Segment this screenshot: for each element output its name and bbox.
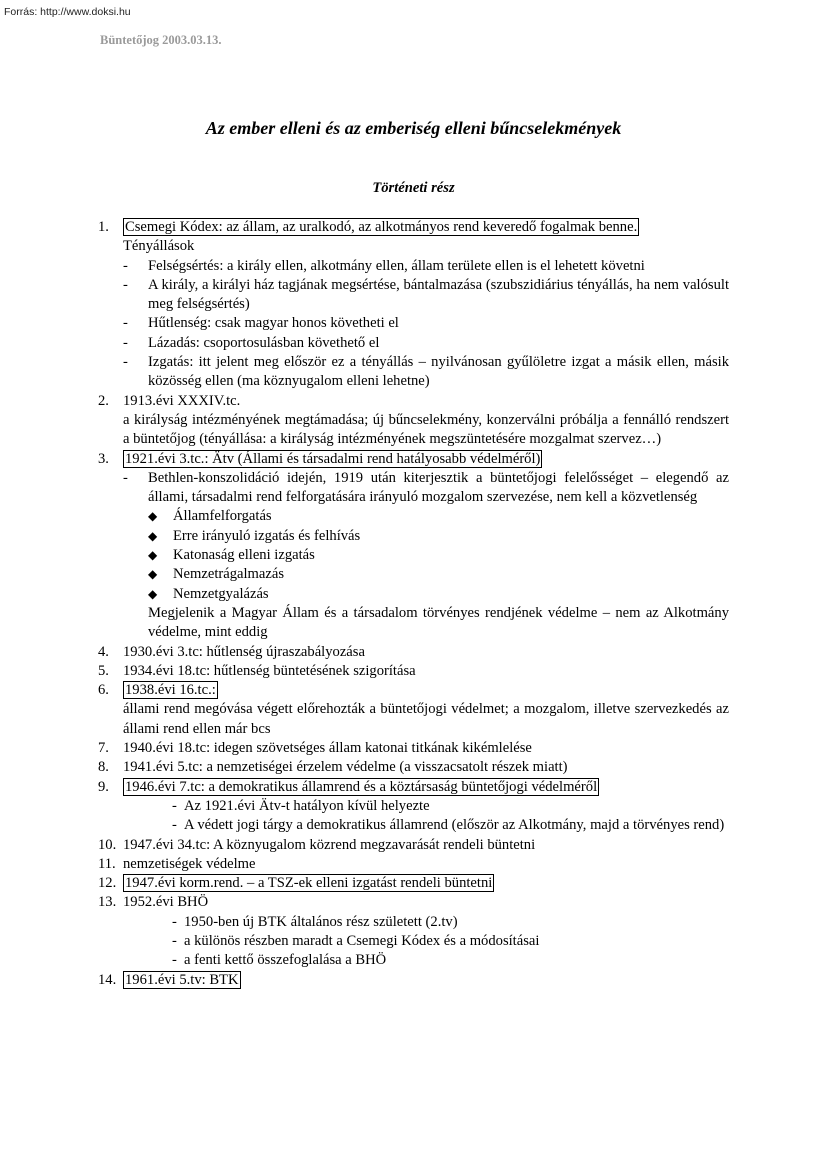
item-heading: 1930.évi 3.tc: hűtlenség újraszabályozása [123, 643, 365, 660]
item-number: 4. [98, 643, 109, 660]
boxed-heading: 1947.évi korm.rend. – a TSZ-ek elleni izgatást rendeli büntetni [125, 875, 493, 892]
bullet-item: - A király, a királyi ház tagjának megsértése, bántalmazása (szubszidiárius tényállás, ha nem valósult meg felségsértés) [123, 276, 729, 313]
diamond-item: ◆ Erre irányuló izgatás és felhívás [148, 527, 361, 544]
item-heading: 1934.évi 18.tc: hűtlenség büntetésének szigorítása [123, 662, 416, 679]
item-text: a királyság intézményének megtámadása; új bűncselekmény, konzerválni próbálja a fennálló rendszert a büntetőjog (tényállása: a királyság intézményének megszüntetésére mozgalmat szervez…) [123, 411, 729, 448]
list-item-1 [98, 218, 729, 392]
item-number: 5. [98, 662, 109, 679]
list-item-6 [98, 681, 729, 739]
list-item-13 [98, 893, 729, 970]
list-item-10 [98, 836, 729, 855]
item-number: 9. [98, 778, 109, 795]
boxed-heading: Csemegi Kódex: az állam, az uralkodó, az alkotmányos rend keveredő fogalmak benne. [125, 219, 638, 235]
diamond-item: ◆ Nemzetgyalázás [148, 585, 269, 602]
diamond-item: ◆ Államfelforgatás [148, 508, 272, 525]
item-text: állami rend megóvása végett előrehozták a büntetőjogi védelmet; a mozgalom, illetve szervezkedés az állami rend ellen már bcs [123, 701, 729, 737]
list-item-9 [98, 778, 729, 836]
list-item-12 [98, 874, 729, 893]
bullet-item: - Bethlen-konszolidáció idején, 1919 után kiterjesztik a büntetőjogi felelősséget – elegendő az állami, társadalmi rend felforgatására irányuló mozgalom szervezése, nem kell a közvetlenség [123, 469, 729, 506]
item-number: 12. [98, 875, 117, 892]
bullet-item: - a különös részben maradt a Csemegi Kódex és a módosításai [172, 932, 540, 949]
bullet-item: - A védett jogi tárgy a demokratikus államrend (először az Alkotmány, majd a törvényes rend) [172, 817, 725, 834]
diamond-item: ◆ Katonaság elleni izgatás [148, 547, 315, 564]
bullet-item: - Lázadás: csoportosulásban követhető el [123, 334, 380, 351]
item-number: 1. [98, 219, 109, 235]
source-line: Forrás: http://www.doksi.hu [4, 6, 131, 18]
item-heading: nemzetiségek védelme [123, 855, 256, 872]
list-item-7 [98, 739, 729, 758]
item-number: 6. [98, 682, 109, 699]
list-item-4 [98, 643, 729, 662]
item-heading: 1940.évi 18.tc: idegen szövetséges állam katonai titkának kikémlelése [123, 740, 532, 757]
item-number: 7. [98, 740, 109, 757]
numbered-list [98, 218, 729, 990]
item-heading: 1941.évi 5.tc: a nemzetiségei érzelem védelme (a visszacsatolt részek miatt) [123, 759, 568, 776]
item-number: 14. [98, 971, 117, 988]
item-number: 13. [98, 894, 117, 911]
running-head: Büntetőjog 2003.03.13. [100, 33, 222, 47]
item-heading: 1952.évi BHÖ [123, 894, 209, 911]
list-item-2 [98, 392, 729, 450]
list-item-5 [98, 662, 729, 681]
boxed-heading: 1921.évi 3.tc.: Ätv (Állami és társadalmi rend hatályosabb védelméről) [125, 450, 541, 467]
item-number: 11. [98, 855, 116, 872]
item-subheading: Tényállások [123, 238, 195, 255]
list-item-14 [98, 971, 729, 990]
document-title: Az ember elleni és az emberiség elleni bűncselekmények [205, 118, 622, 138]
list-item-8 [98, 758, 729, 777]
item-number: 3. [98, 450, 109, 467]
bullet-item: - Izgatás: itt jelent meg először ez a tényállás – nyilvánosan gyűlöletre izgat a másik ellen, másik közösség ellen (ma köznyugalom elleni lehetne) [123, 354, 729, 390]
boxed-heading: 1938.évi 16.tc.: [125, 682, 216, 699]
boxed-heading: 1961.évi 5.tv: BTK [125, 971, 239, 988]
section-subtitle: Történeti rész [372, 180, 455, 196]
item-number: 8. [98, 759, 109, 776]
bullet-item: - Hűtlenség: csak magyar honos követheti el [123, 315, 399, 332]
list-item-11 [98, 855, 729, 874]
bullet-item: - a fenti kettő összefoglalása a BHÖ [172, 952, 387, 969]
item-number: 2. [98, 392, 109, 409]
bullet-item: - 1950-ben új BTK általános rész született (2.tv) [172, 913, 458, 930]
item-text: Megjelenik a Magyar Állam és a társadalom törvényes rendjének védelme – nem az Alkotmány védelme, mint eddig [148, 604, 729, 641]
item-heading: 1947.évi 34.tc: A köznyugalom közrend megzavarását rendeli büntetni [123, 836, 536, 853]
bullet-item: - Az 1921.évi Ätv-t hatályon kívül helyezte [172, 797, 430, 814]
item-number: 10. [98, 836, 117, 853]
diamond-item: ◆ Nemzetrágalmazás [148, 566, 285, 583]
list-item-3 [98, 450, 729, 643]
item-heading: 1913.évi XXXIV.tc. [123, 392, 241, 409]
boxed-heading: 1946.évi 7.tc: a demokratikus államrend és a köztársaság büntetőjogi védelméről [125, 778, 598, 795]
bullet-item: - Felségsértés: a király ellen, alkotmány ellen, állam területe ellen is el lehetett követni [123, 257, 645, 274]
